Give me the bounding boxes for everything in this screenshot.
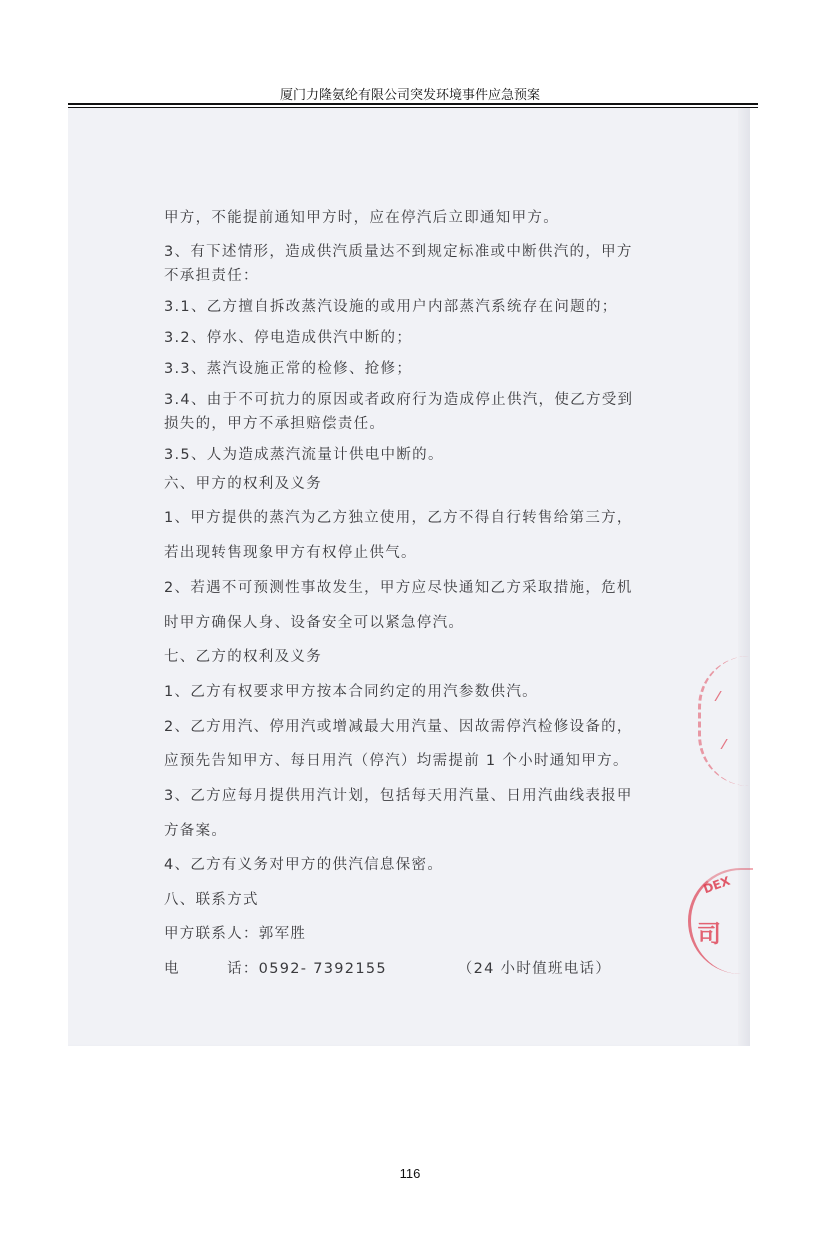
body-line: 3、有下述情形，造成供汽质量达不到规定标准或中断供汽的，甲方 — [164, 244, 633, 260]
contact-person-line: 甲方联系人：郭军胜 — [164, 926, 307, 942]
section-heading: 八、联系方式 — [164, 892, 259, 908]
body-line: 3、乙方应每月提供用汽计划，包括每天用汽量、日用汽曲线表报甲 — [164, 788, 633, 804]
body-line: 若出现转售现象甲方有权停止供气。 — [164, 545, 417, 561]
body-line: 应预先告知甲方、每日用汽（停汽）均需提前 1 个小时通知甲方。 — [164, 753, 629, 769]
seal-mark: 司 — [697, 920, 721, 948]
body-line: 3.1、乙方擅自拆改蒸汽设施的或用户内部蒸汽系统存在问题的； — [164, 299, 618, 315]
document-header-title: 厦门力隆氨纶有限公司突发环境事件应急预案 — [279, 88, 540, 103]
body-line: 1、甲方提供的蒸汽为乙方独立使用，乙方不得自行转售给第三方， — [164, 510, 633, 526]
section-heading: 七、乙方的权利及义务 — [164, 649, 322, 665]
contact-phone-line: 电 话：0592- 7392155 （24 小时值班电话） — [164, 961, 612, 977]
section-heading: 六、甲方的权利及义务 — [164, 476, 322, 492]
page-number: 116 — [399, 1166, 421, 1181]
body-line: 2、乙方用汽、停用汽或增减最大用汽量、因故需停汽检修设备的， — [164, 719, 633, 735]
body-line: 损失的，甲方不承担赔偿责任。 — [164, 416, 386, 432]
body-line: 3.4、由于不可抗力的原因或者政府行为造成停止供汽，使乙方受到 — [164, 392, 634, 408]
company-seal-fragment-lower — [688, 868, 753, 974]
body-line: 3.5、人为造成蒸汽流量计供电中断的。 — [164, 447, 444, 463]
body-line: 1、乙方有权要求甲方按本合同约定的用汽参数供汽。 — [164, 684, 538, 700]
body-line: 3.2、停水、停电造成供汽中断的； — [164, 330, 413, 346]
body-line: 方备案。 — [164, 823, 228, 839]
header-rule-thick — [68, 103, 758, 105]
seal-text: DEX — [701, 873, 732, 897]
body-line: 时甲方确保人身、设备安全可以紧急停汽。 — [164, 615, 465, 631]
body-line: 不承担责任： — [164, 268, 259, 284]
scanned-page — [68, 108, 750, 1046]
body-line: 2、若遇不可预测性事故发生，甲方应尽快通知乙方采取措施，危机 — [164, 580, 633, 596]
company-seal-fragment: ⁄ ⁄ — [698, 656, 749, 786]
body-line: 甲方，不能提前通知甲方时，应在停汽后立即通知甲方。 — [164, 210, 559, 226]
body-line: 3.3、蒸汽设施正常的检修、抢修； — [164, 361, 413, 377]
body-line: 4、乙方有义务对甲方的供汽信息保密。 — [164, 857, 444, 873]
